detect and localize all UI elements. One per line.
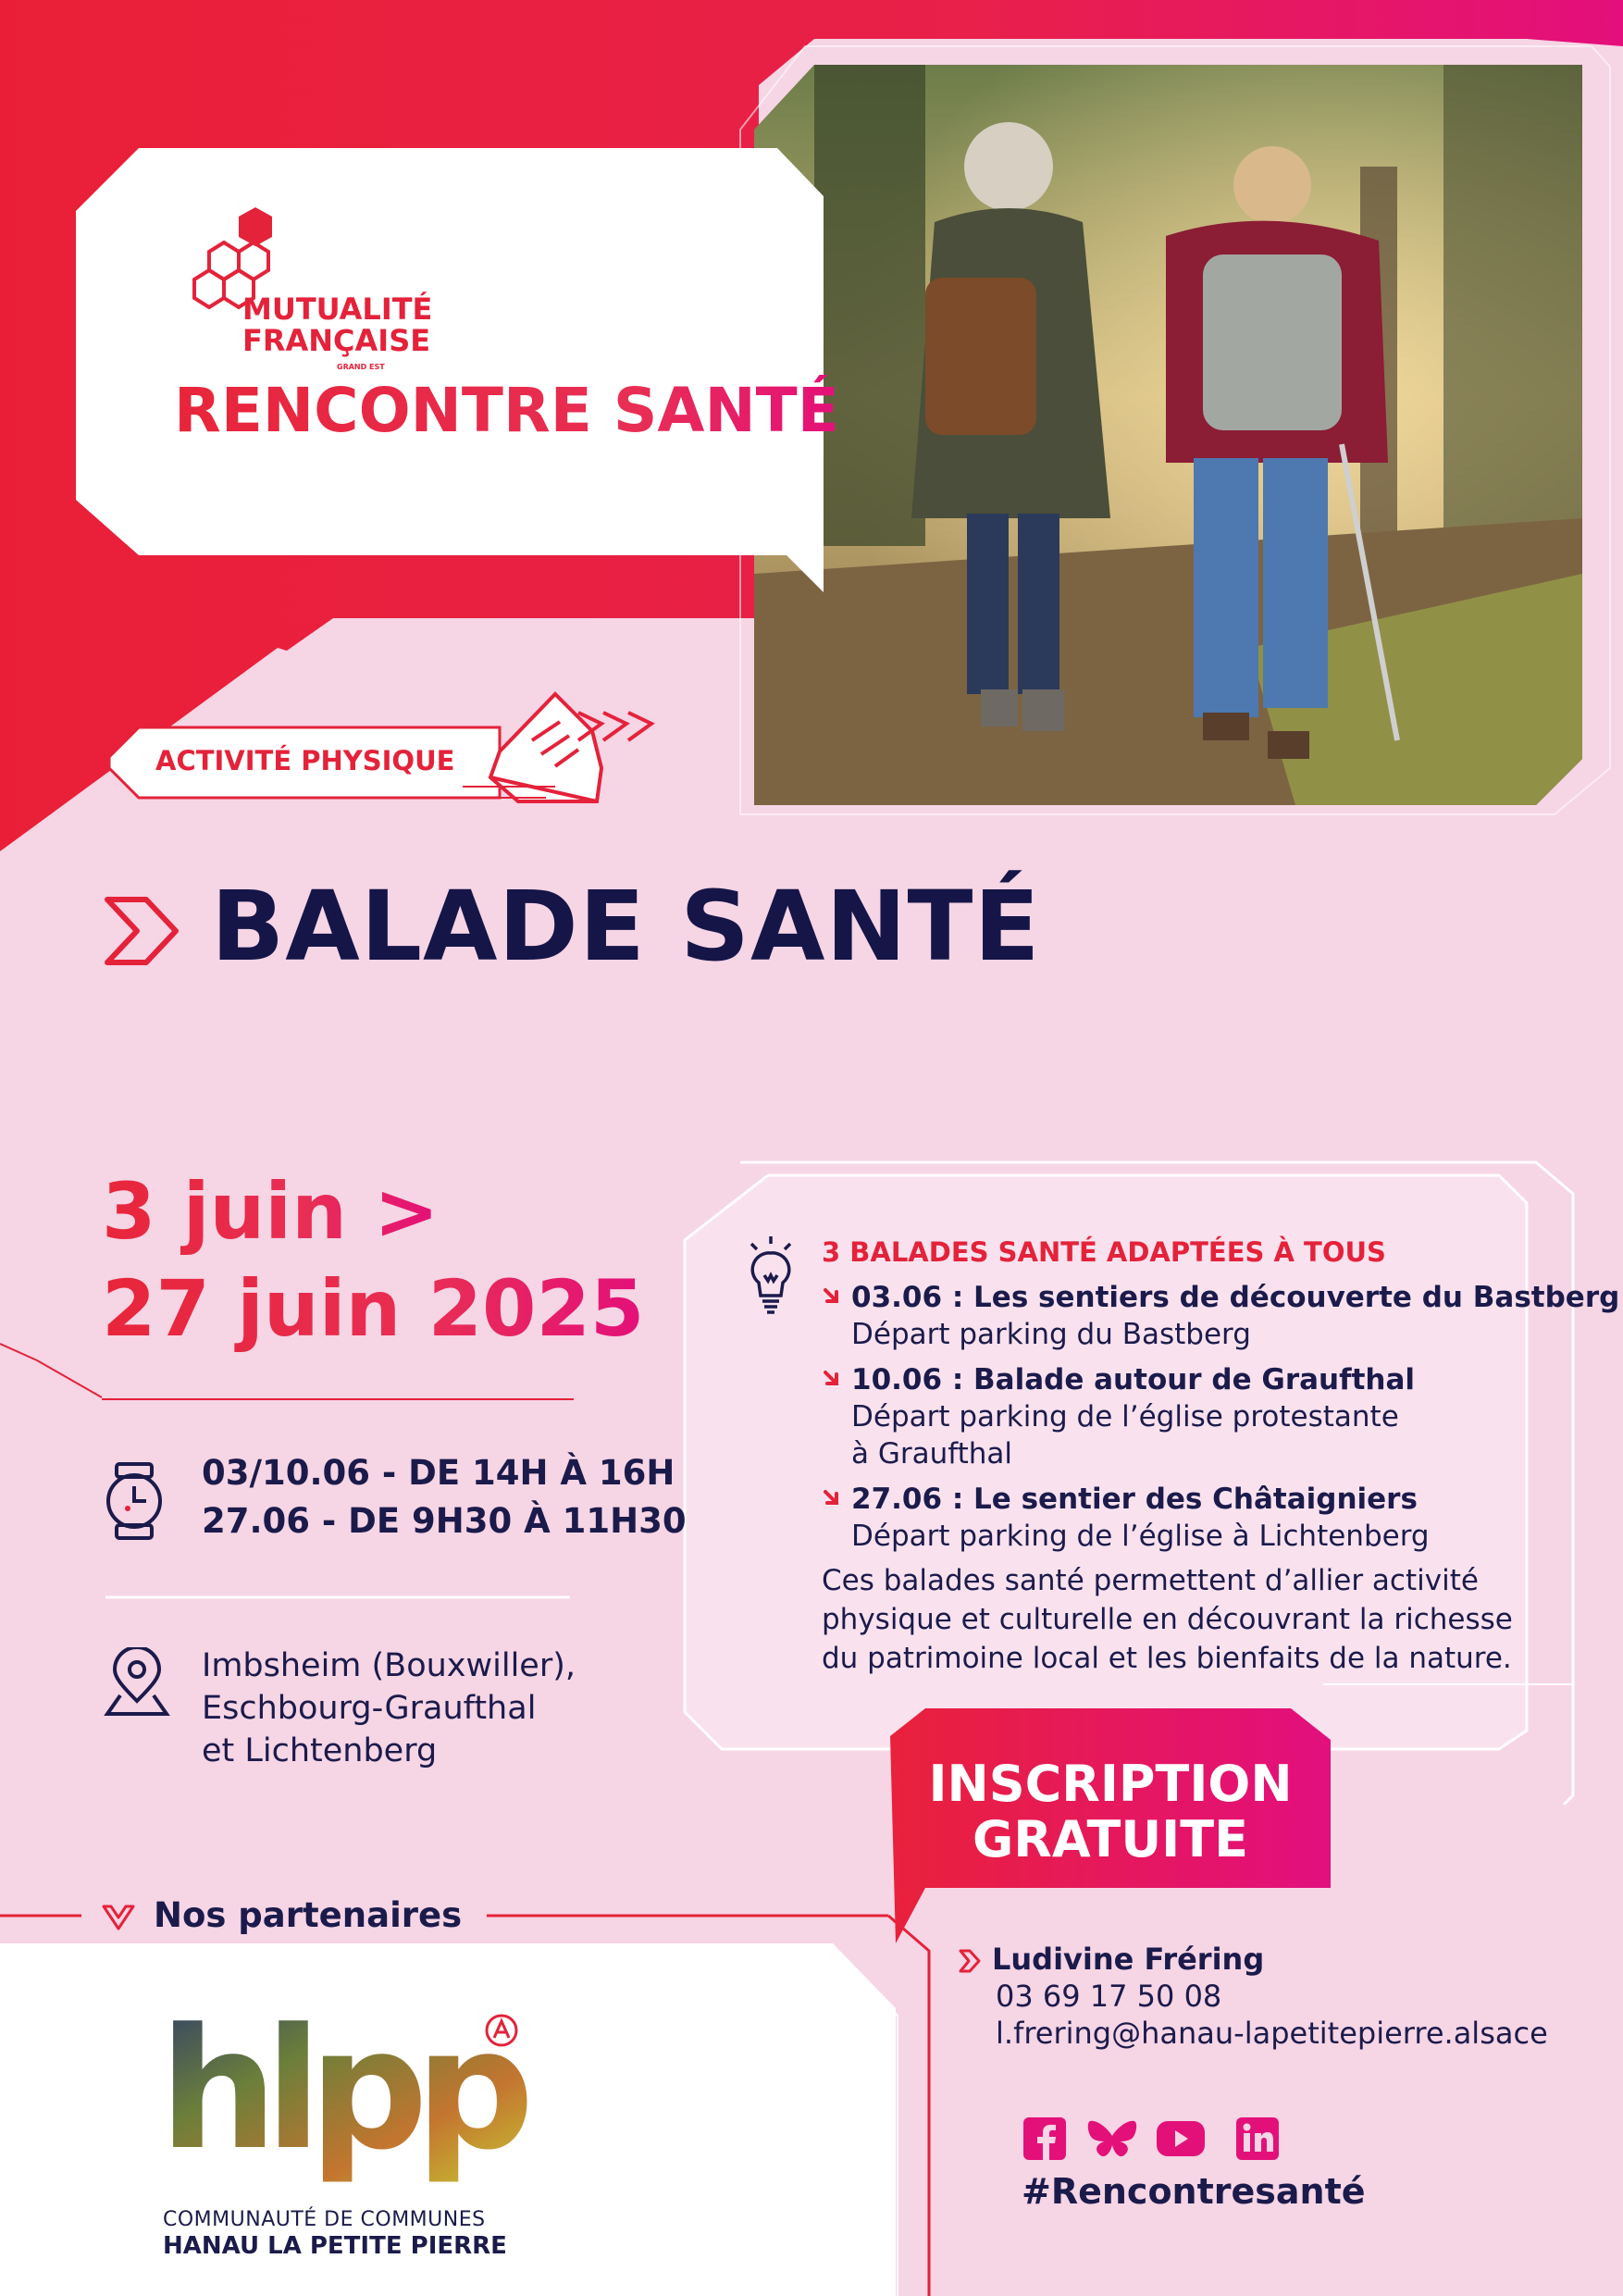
walk-detail: Départ parking de l’église à Lichtenberg: [851, 1520, 1430, 1553]
walk-title: 10.06 : Balade autour de Graufthal: [851, 1363, 1416, 1396]
walk-detail: Départ parking de l’église protestante: [851, 1400, 1399, 1433]
walk-arrow-icon: [822, 1369, 842, 1389]
walk-detail: à Graufthal: [851, 1437, 1013, 1471]
partner-line2: HANAU LA PETITE PIERRE: [163, 2232, 507, 2260]
description-line1: Ces balades santé permettent d’allier activité: [822, 1564, 1479, 1597]
hlpp-logo-text: hlpp: [159, 2008, 522, 2187]
partner-line1: COMMUNAUTÉ DE COMMUNES: [163, 2208, 486, 2231]
registration-line2: GRATUITE: [972, 1810, 1248, 1868]
heart-chevron-icon: [100, 1901, 137, 1932]
walk-detail: Départ parking du Bastberg: [851, 1318, 1251, 1351]
location-pin-icon: [102, 1647, 172, 1718]
event-series-title: RENCONTRE SANTÉ: [174, 375, 839, 446]
schedule-line2: 27.06 - DE 9H30 À 11H30: [202, 1501, 687, 1541]
contact-email[interactable]: l.frering@hanau-lapetitepierre.alsace: [996, 2016, 1548, 2051]
category-tag: ACTIVITÉ PHYSIQUE: [155, 745, 455, 776]
registration-line1: INSCRIPTION: [928, 1755, 1293, 1813]
bluesky-icon[interactable]: [1086, 2117, 1138, 2162]
contact-chevron-icon: [955, 1947, 983, 1975]
brand-name-line1: MUTUALITÉ: [242, 292, 433, 327]
brand-region: GRAND EST: [337, 363, 385, 371]
contact-name: Ludivine Fréring: [992, 1942, 1265, 1977]
youtube-icon[interactable]: [1155, 2119, 1207, 2158]
description-line3: du patrimoine local et les bienfaits de la nature.: [822, 1642, 1512, 1675]
page-title: BALADE SANTÉ: [211, 870, 1041, 983]
brand-name-line2: FRANÇAISE: [242, 323, 431, 358]
hashtag: #Rencontresanté: [1022, 2171, 1366, 2212]
walk-arrow-icon: [822, 1286, 842, 1307]
schedule-line1: 03/10.06 - DE 14H À 16H: [202, 1453, 675, 1493]
description-line2: physique et culturelle en découvrant la richesse: [822, 1603, 1513, 1636]
location-line3: et Lichtenberg: [202, 1732, 438, 1769]
info-box-heading: 3 BALADES SANTÉ ADAPTÉES À TOUS: [822, 1236, 1386, 1268]
walk-arrow-icon: [822, 1488, 842, 1508]
linkedin-icon[interactable]: [1234, 2116, 1281, 2162]
facebook-icon[interactable]: [1022, 2116, 1068, 2162]
photo-hikers: [754, 65, 1582, 805]
partners-label: Nos partenaires: [154, 1895, 463, 1935]
date-range-end: 27 juin 2025: [102, 1263, 645, 1354]
walk-title: 27.06 : Le sentier des Châtaigniers: [851, 1483, 1418, 1516]
watch-icon: [102, 1460, 167, 1542]
walk-title: 03.06 : Les sentiers de découverte du Bastberg: [851, 1281, 1620, 1314]
hlpp-logo: [159, 2008, 529, 2193]
date-range-start: 3 juin >: [102, 1166, 440, 1257]
location-line1: Imbsheim (Bouxwiller),: [202, 1647, 576, 1684]
lightbulb-idea-icon: [746, 1235, 796, 1325]
contact-phone[interactable]: 03 69 17 50 08: [996, 1979, 1222, 2014]
location-line2: Eschbourg-Graufthal: [202, 1690, 537, 1727]
